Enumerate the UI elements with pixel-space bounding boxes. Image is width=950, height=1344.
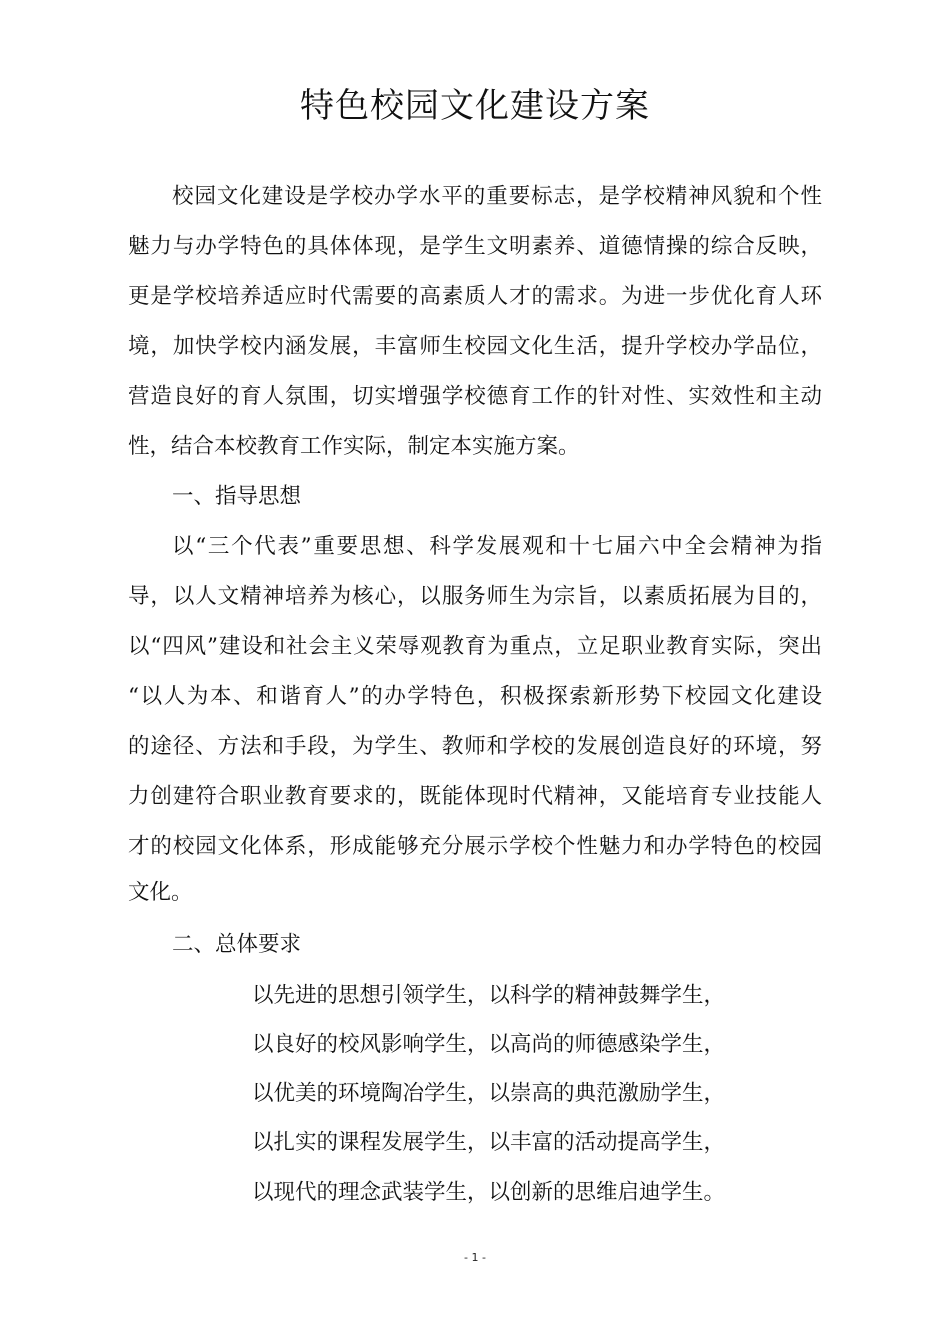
intro-line: 校园文化建设是学校办学水平的重要标志，是学校精神风貌和个性 [172, 184, 822, 209]
section1-line: 以“三个代表”重要思想、科学发展观和十七届六中全会精神为指 [172, 534, 822, 559]
section1-line: 才的校园文化体系，形成能够充分展示学校个性魅力和办学特色的校园 [128, 834, 822, 859]
section1-line: 导，以人文精神培养为核心，以服务师生为宗旨，以素质拓展为目的， [128, 584, 822, 609]
section1-line: “以人为本、和谐育人”的办学特色，积极探索新形势下校园文化建设 [128, 684, 822, 709]
section1-line: 力创建符合职业教育要求的，既能体现时代精神，又能培育专业技能人 [128, 784, 822, 809]
section-heading-general-requirements: 二、总体要求 [172, 932, 302, 957]
verse-line: 以先进的思想引领学生，以科学的精神鼓舞学生， [252, 983, 726, 1008]
section-heading-guiding-ideology: 一、指导思想 [172, 484, 302, 509]
document-title: 特色校园文化建设方案 [300, 86, 650, 126]
section1-line: 的途径、方法和手段，为学生、教师和学校的发展创造良好的环境，努 [128, 734, 822, 759]
intro-line: 性，结合本校教育工作实际，制定本实施方案。 [128, 434, 580, 459]
section1-line: 以“四风”建设和社会主义荣辱观教育为重点，立足职业教育实际，突出 [128, 634, 822, 659]
section1-line: 文化。 [128, 880, 193, 905]
verse-line: 以优美的环境陶冶学生，以崇高的典范激励学生， [252, 1081, 726, 1106]
intro-line: 营造良好的育人氛围，切实增强学校德育工作的针对性、实效性和主动 [128, 384, 822, 409]
intro-line: 魅力与办学特色的具体体现，是学生文明素养、道德情操的综合反映， [128, 234, 822, 259]
verse-line: 以扎实的课程发展学生，以丰富的活动提高学生， [252, 1130, 726, 1155]
verse-line: 以现代的理念武装学生，以创新的思维启迪学生。 [252, 1180, 726, 1205]
intro-line: 更是学校培养适应时代需要的高素质人才的需求。为进一步优化育人环 [128, 284, 822, 309]
verse-line: 以良好的校风影响学生，以高尚的师德感染学生， [252, 1032, 726, 1057]
intro-line: 境，加快学校内涵发展，丰富师生校园文化生活，提升学校办学品位， [128, 334, 822, 359]
page-number: - 1 - [464, 1251, 486, 1264]
